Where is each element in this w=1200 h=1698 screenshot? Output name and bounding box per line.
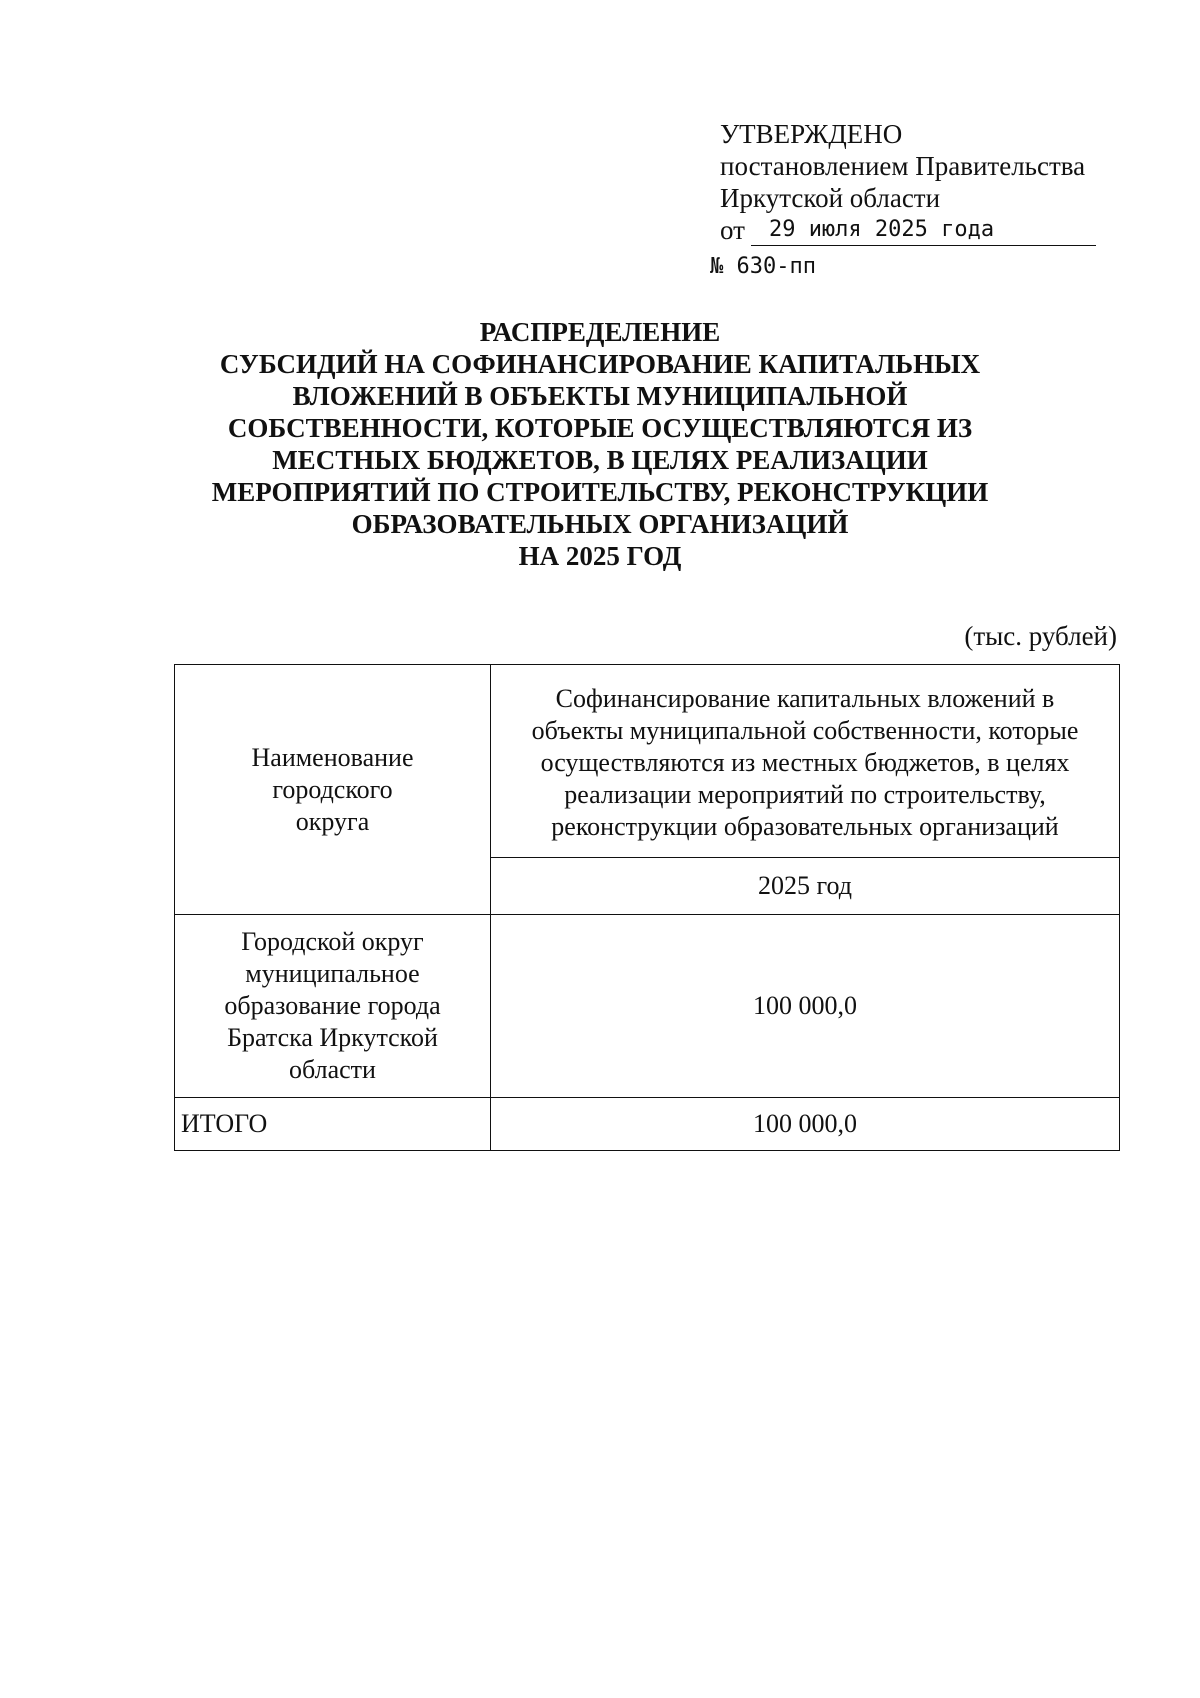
total-label-cell: ИТОГО <box>175 1098 491 1151</box>
total-value-cell: 100 000,0 <box>491 1098 1120 1151</box>
row-name-line: Братска Иркутской <box>227 1023 438 1052</box>
row-value-cell: 100 000,0 <box>491 915 1120 1098</box>
table-row <box>175 915 1120 1098</box>
table-header-row <box>175 665 1120 858</box>
approval-stamp <box>710 118 1120 279</box>
units-label: (тыс. рублей) <box>964 621 1117 651</box>
header-name-line: городского <box>272 774 393 804</box>
row-name-line: области <box>289 1055 376 1084</box>
distribution-table <box>174 664 1120 1151</box>
approval-line-1: постановлением Правительства <box>720 151 1086 181</box>
row-name-line: Городской округ <box>241 927 424 956</box>
header-desc-line: реконструкции образовательных организаций <box>551 812 1059 841</box>
row-name-line: образование города <box>224 991 441 1020</box>
header-name-line: округа <box>295 806 370 836</box>
header-name-line: Наименование <box>251 742 414 772</box>
approval-date-line <box>720 214 1120 246</box>
row-name-cell <box>175 915 491 1098</box>
header-desc-line: Софинансирование капитальных вложений в <box>555 684 1055 713</box>
table-total-row <box>175 1098 1120 1151</box>
approval-date-prefix: от <box>720 215 745 245</box>
heading-line: СУБСИДИЙ НА СОФИНАНСИРОВАНИЕ КАПИТАЛЬНЫХ <box>219 349 981 379</box>
heading-line: ОБРАЗОВАТЕЛЬНЫХ ОРГАНИЗАЦИЙ <box>351 509 849 539</box>
header-desc-line: осуществляются из местных бюджетов, в целях <box>540 748 1070 777</box>
heading-line: СОБСТВЕННОСТИ, КОТОРЫЕ ОСУЩЕСТВЛЯЮТСЯ ИЗ <box>227 413 973 443</box>
header-desc-line: объекты муниципальной собственности, которые <box>531 716 1079 745</box>
approval-number: № 630-пп <box>710 254 816 279</box>
approval-line-2: Иркутской области <box>720 183 941 213</box>
header-year-cell: 2025 год <box>491 858 1120 915</box>
heading-line: ВЛОЖЕНИЙ В ОБЪЕКТЫ МУНИЦИПАЛЬНОЙ <box>292 381 908 411</box>
heading-line: МЕСТНЫХ БЮДЖЕТОВ, В ЦЕЛЯХ РЕАЛИЗАЦИИ <box>272 445 928 475</box>
row-name-line: муниципальное <box>245 959 420 988</box>
header-name-cell <box>175 665 491 915</box>
document-heading <box>150 316 1050 572</box>
approval-title: УТВЕРЖДЕНО <box>720 119 903 149</box>
heading-line: НА 2025 ГОД <box>518 541 682 571</box>
header-description-cell <box>491 665 1120 858</box>
header-desc-line: реализации мероприятий по строительству, <box>564 780 1046 809</box>
approval-date-value: 29 июля 2025 года <box>751 215 1096 246</box>
heading-line: МЕРОПРИЯТИЙ ПО СТРОИТЕЛЬСТВУ, РЕКОНСТРУКЦИИ <box>211 477 989 507</box>
heading-line: РАСПРЕДЕЛЕНИЕ <box>479 317 721 347</box>
